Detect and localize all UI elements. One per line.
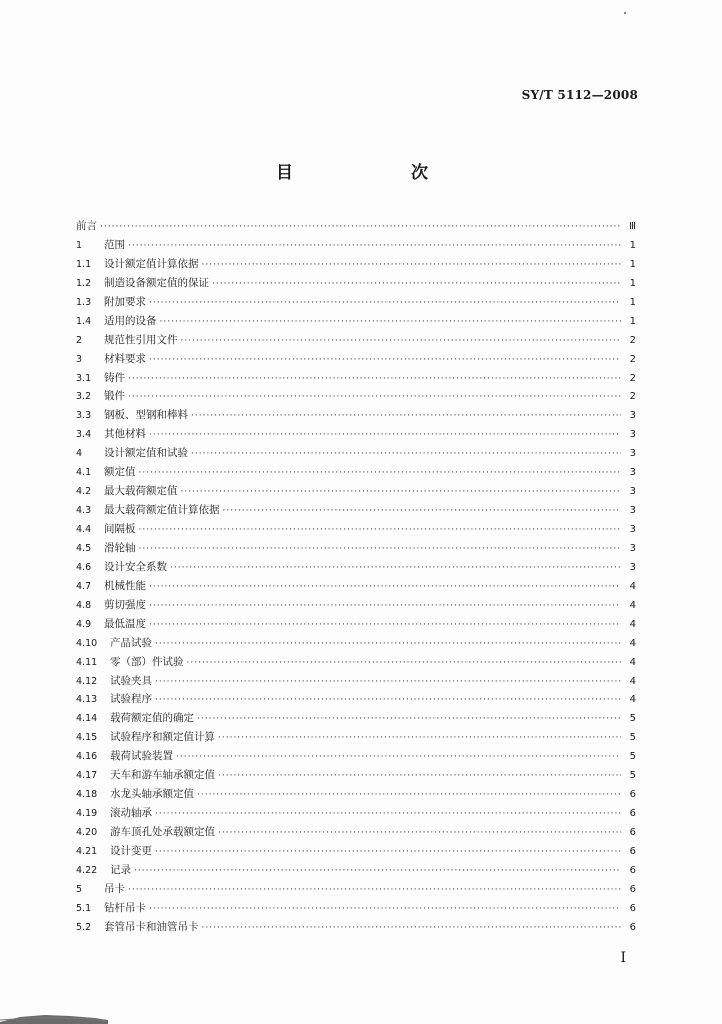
toc-entry[interactable] (76, 463, 636, 482)
toc-entry-label: 套管吊卡和油管吊卡 (104, 920, 199, 933)
toc-entry[interactable] (76, 709, 636, 728)
toc-entry-number: 4.19 (76, 808, 98, 820)
toc-entry-number: 4.16 (76, 751, 98, 763)
toc-entry-page: 6 (629, 827, 636, 838)
toc-leader-dots (197, 710, 621, 729)
toc-entry-label: 水龙头轴承额定值 (110, 788, 194, 801)
toc-entry-page: 6 (629, 789, 636, 801)
toc-entry[interactable] (76, 596, 636, 615)
toc-entry-page: 5 (629, 770, 636, 782)
toc-entry-number: 4.22 (76, 864, 98, 876)
toc-entry-page: 4 (629, 637, 636, 649)
toc-entry-page: 4 (629, 656, 636, 668)
toc-leader-dots (155, 635, 621, 654)
toc-entry[interactable] (76, 387, 636, 406)
toc-entry-label: 材料要求 (104, 352, 146, 365)
toc-entry[interactable] (76, 672, 636, 691)
toc-entry-number: 1.3 (76, 296, 92, 308)
toc-entry[interactable] (76, 425, 636, 444)
toc-entry-page: 3 (629, 505, 636, 517)
toc-leader-dots (155, 843, 621, 862)
toc-entry-label: 规范性引用文件 (104, 333, 178, 346)
toc-leader-dots (202, 256, 622, 275)
toc-entry-label: 剪切强度 (104, 598, 146, 611)
toc-entry-label: 吊卡 (104, 882, 125, 895)
toc-leader-dots (202, 919, 622, 938)
toc-entry-label: 天车和游车轴承额定值 (110, 769, 215, 782)
toc-entry-number: 4.11 (76, 656, 98, 668)
toc-entry[interactable] (76, 331, 636, 350)
toc-entry[interactable] (76, 255, 636, 274)
toc-entry-label: 其他材料 (104, 428, 146, 441)
toc-entry-page: 2 (629, 391, 636, 403)
toc-entry-page: 3 (629, 410, 636, 422)
toc-leader-dots (223, 502, 622, 521)
toc-entry[interactable] (76, 406, 636, 425)
toc-entry[interactable] (76, 482, 636, 501)
toc-entry-page: 3 (629, 486, 636, 498)
toc-entry[interactable] (76, 274, 636, 293)
toc-entry-page: 1 (629, 277, 636, 289)
toc-entry-label: 钢板、型钢和棒料 (104, 409, 188, 422)
toc-entry[interactable] (76, 880, 636, 899)
toc-entry-page: 4 (629, 580, 636, 592)
table-of-contents (76, 217, 636, 937)
toc-leader-dots (218, 767, 621, 786)
toc-entry-number: 4.8 (76, 599, 92, 611)
toc-entry-number: 4.12 (76, 675, 98, 687)
toc-entry-number: 5.2 (76, 921, 92, 933)
toc-leader-dots (191, 407, 621, 426)
toc-entry-page: 5 (629, 751, 636, 763)
toc-leader-dots (149, 900, 621, 919)
toc-entry-label: 设计变更 (110, 844, 152, 857)
toc-leader-dots (176, 748, 621, 767)
toc-leader-dots (212, 275, 621, 294)
toc-entry-label: 滑轮轴 (104, 541, 136, 554)
toc-entry-page: 6 (629, 921, 636, 933)
toc-entry-number: 4.4 (76, 524, 92, 535)
toc-entry-number: 4.2 (76, 486, 92, 498)
toc-leader-dots (170, 559, 621, 578)
toc-entry-label: 设计额定值和试验 (104, 447, 188, 460)
toc-entry-label: 机械性能 (104, 579, 146, 592)
toc-entry-label: 钻杆吊卡 (104, 901, 146, 914)
toc-entry-number: 4.6 (76, 561, 92, 573)
toc-entry[interactable] (76, 842, 636, 861)
toc-entry-label: 试验程序和额定值计算 (110, 731, 215, 744)
toc-entry-number: 4.20 (76, 827, 98, 838)
toc-leader-dots (218, 824, 621, 843)
toc-entry-number: 4.17 (76, 770, 98, 782)
toc-entry-number: 5 (76, 883, 83, 895)
toc-leader-dots (197, 786, 621, 805)
toc-entry-label: 游车顶孔处承载额定值 (110, 826, 215, 838)
toc-leader-dots (149, 597, 621, 616)
toc-entry-label: 制造设备额定值的保证 (104, 276, 209, 289)
toc-leader-dots (181, 332, 622, 351)
toc-entry-label: 前言 (76, 220, 97, 232)
toc-entry-number: 3.4 (76, 429, 92, 441)
toc-leader-dots (191, 445, 621, 464)
toc-leader-dots (149, 616, 621, 635)
toc-entry[interactable] (76, 899, 636, 918)
toc-leader-dots (139, 464, 622, 483)
toc-entry-page: 6 (629, 845, 636, 857)
toc-entry[interactable] (76, 804, 636, 823)
toc-entry-label: 附加要求 (104, 295, 146, 308)
toc-entry-number: 3.1 (76, 372, 92, 384)
toc-entry-label: 载荷试验装置 (110, 750, 173, 763)
toc-entry-page: 4 (629, 675, 636, 687)
toc-entry[interactable] (76, 861, 636, 880)
toc-entry[interactable] (76, 369, 636, 388)
toc-entry-page: 1 (629, 315, 636, 327)
toc-leader-dots (149, 426, 621, 445)
toc-entry-number: 4.15 (76, 732, 98, 744)
page-title: 目 次 (276, 163, 456, 183)
toc-entry-number: 4.1 (76, 467, 92, 479)
toc-entry-page: 2 (629, 334, 636, 346)
toc-entry-page: 6 (629, 902, 636, 914)
toc-entry[interactable] (76, 615, 636, 634)
toc-entry-page: 2 (629, 353, 636, 365)
toc-leader-dots (149, 294, 621, 313)
toc-entry-label: 试验夹具 (110, 674, 152, 687)
toc-entry-number: 4.7 (76, 580, 92, 592)
toc-entry[interactable] (76, 653, 636, 672)
toc-leader-dots (218, 729, 621, 748)
toc-entry-number: 4 (76, 448, 83, 460)
toc-entry-number: 4.21 (76, 845, 98, 857)
toc-entry[interactable] (76, 747, 636, 766)
standard-code: SY/T 5112—2008 (521, 88, 638, 102)
toc-entry-label: 产品试验 (110, 636, 152, 649)
toc-entry-label: 最大载荷额定值计算依据 (104, 504, 220, 517)
toc-entry-number: 3 (76, 353, 83, 365)
toc-entry-number: 4.5 (76, 542, 92, 554)
toc-entry[interactable] (76, 634, 636, 653)
toc-entry-label: 设计安全系数 (104, 560, 167, 573)
toc-leader-dots (160, 313, 622, 332)
toc-entry-label: 试验程序 (110, 693, 152, 706)
toc-leader-dots (128, 881, 621, 900)
toc-entry-number: 1 (76, 239, 83, 251)
page-number: I (620, 950, 626, 966)
toc-entry-label: 设计额定值计算依据 (104, 257, 199, 270)
scan-speck (624, 12, 626, 14)
toc-leader-dots (155, 673, 621, 692)
toc-entry[interactable] (76, 728, 636, 747)
toc-entry-number: 4.13 (76, 694, 98, 706)
toc-entry-number: 1.2 (76, 277, 92, 289)
toc-entry-page: 6 (629, 883, 636, 895)
toc-entry-page: 6 (629, 808, 636, 820)
scan-artifact (0, 1006, 110, 1024)
toc-entry-label: 范围 (104, 238, 125, 251)
toc-entry[interactable] (76, 520, 636, 539)
toc-entry[interactable] (76, 501, 636, 520)
toc-entry-number: 1.1 (76, 258, 92, 270)
toc-entry[interactable] (76, 558, 636, 577)
toc-entry-page: 3 (629, 429, 636, 441)
toc-entry-label: 适用的设备 (104, 314, 157, 327)
toc-entry-label: 滚动轴承 (110, 807, 152, 820)
toc-entry-number: 1.4 (76, 315, 92, 327)
toc-entry[interactable] (76, 766, 636, 785)
toc-leader-dots (128, 370, 621, 389)
toc-leader-dots (134, 862, 621, 881)
toc-entry-number: 4.14 (76, 713, 98, 725)
toc-leader-dots (187, 654, 622, 673)
toc-entry[interactable] (76, 785, 636, 804)
toc-entry-label: 锻件 (104, 390, 125, 403)
toc-entry[interactable] (76, 918, 636, 937)
toc-entry-label: 最大载荷额定值 (104, 485, 178, 498)
toc-entry[interactable] (76, 444, 636, 463)
toc-entry[interactable] (76, 577, 636, 596)
toc-entry-label: 铸件 (104, 371, 125, 384)
toc-leader-dots (155, 691, 621, 710)
toc-entry-label: 载荷额定值的确定 (110, 712, 194, 725)
toc-entry[interactable] (76, 350, 636, 369)
toc-entry-page: Ⅲ (629, 221, 636, 232)
toc-entry-label: 最低温度 (104, 617, 146, 630)
toc-entry-page: 3 (629, 542, 636, 554)
toc-entry-label: 间隔板 (104, 523, 136, 535)
toc-leader-dots (100, 218, 621, 237)
toc-leader-dots (149, 351, 621, 370)
toc-entry-label: 额定值 (104, 466, 136, 479)
toc-entry-page: 1 (629, 258, 636, 270)
toc-entry-page: 5 (629, 732, 636, 744)
toc-entry-page: 5 (629, 713, 636, 725)
toc-entry-number: 4.3 (76, 505, 92, 517)
toc-entry[interactable] (76, 312, 636, 331)
toc-entry[interactable] (76, 539, 636, 558)
toc-entry[interactable] (76, 217, 636, 236)
toc-entry-number: 5.1 (76, 902, 92, 914)
toc-entry-number: 4.10 (76, 637, 98, 649)
toc-entry-page: 2 (629, 372, 636, 384)
toc-entry-number: 3.2 (76, 391, 92, 403)
toc-entry-page: 4 (629, 694, 636, 706)
toc-entry-page: 1 (629, 296, 636, 308)
toc-entry-number: 3.3 (76, 410, 92, 422)
toc-leader-dots (155, 805, 621, 824)
toc-entry[interactable] (76, 823, 636, 842)
toc-entry-page: 6 (629, 864, 636, 876)
toc-entry-page: 4 (629, 618, 636, 630)
toc-entry-number: 4.18 (76, 789, 98, 801)
toc-leader-dots (128, 388, 621, 407)
toc-leader-dots (128, 237, 621, 256)
toc-entry-page: 4 (629, 599, 636, 611)
toc-entry-page: 1 (629, 239, 636, 251)
toc-entry[interactable] (76, 690, 636, 709)
toc-entry-page: 3 (629, 467, 636, 479)
toc-leader-dots (139, 521, 622, 540)
toc-leader-dots (149, 578, 621, 597)
toc-entry-label: 零（部）件试验 (110, 655, 184, 668)
toc-entry-label: 记录 (110, 863, 131, 876)
toc-entry-page: 3 (629, 561, 636, 573)
toc-entry[interactable] (76, 236, 636, 255)
toc-entry-number: 2 (76, 334, 83, 346)
toc-entry-number: 4.9 (76, 618, 92, 630)
toc-entry[interactable] (76, 293, 636, 312)
toc-leader-dots (139, 540, 622, 559)
toc-leader-dots (181, 483, 622, 502)
toc-entry-page: 3 (629, 448, 636, 460)
toc-entry-page: 3 (629, 524, 636, 535)
